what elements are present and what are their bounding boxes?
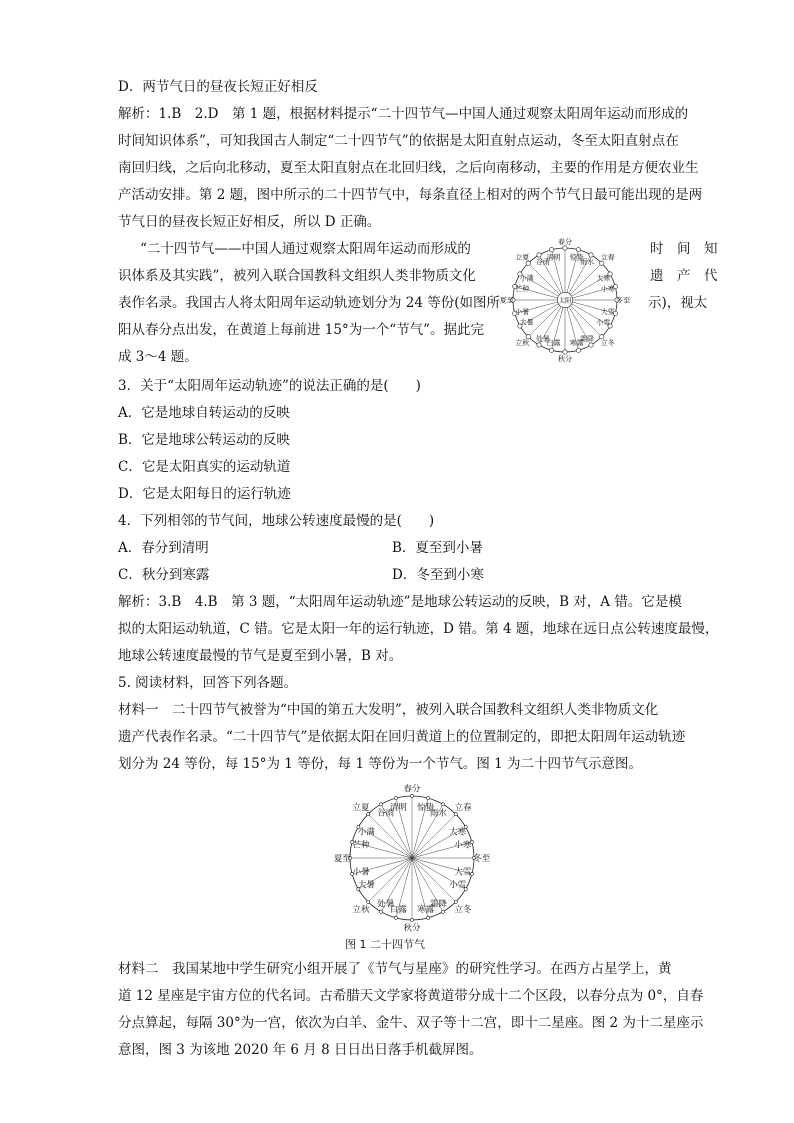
option-d-line: D．两节气日的昼夜长短正好相反 xyxy=(118,79,318,95)
term-point xyxy=(589,343,593,347)
term-point xyxy=(367,900,370,903)
analysis-line: 解析：1.B 2.D 第 1 题，根据材料提示“二十四节气—中国人通过观察太阳周年运动而形成的 xyxy=(118,106,689,122)
term-label: 春分 xyxy=(558,238,572,247)
term-point xyxy=(563,246,567,250)
term-point xyxy=(537,253,541,257)
material-line-right: 遗 产 代 xyxy=(650,268,718,284)
term-label: 立夏 xyxy=(352,802,370,813)
option-a: A．它是地球自转运动的反映 xyxy=(118,405,290,421)
term-point xyxy=(379,910,382,913)
term-point xyxy=(394,797,397,800)
option-d: D．冬至到小寒 xyxy=(392,567,484,583)
term-point xyxy=(379,803,382,806)
term-label: 寒露 xyxy=(417,904,435,915)
analysis-line: 产活动安排。第 2 题，图中所示的二十四节气中，每条直径上相对的两个节气日最可能出现的是两 xyxy=(118,187,703,203)
term-label: 大寒 xyxy=(596,274,611,283)
analysis-line: 南回归线，之后向北移动，夏至太阳直射点在北回归线，之后向南移动，主要的作用是方便农业生 xyxy=(118,160,699,176)
term-label: 春分 xyxy=(403,784,421,795)
term-label: 雨水 xyxy=(429,808,447,819)
question-3: 3．关于“太阳周年运动轨迹”的说法正确的是( ) xyxy=(118,378,421,394)
term-label: 寒露 xyxy=(569,339,584,348)
material-one-line: 遗产代表作名录。“二十四节气”是依据太阳在回归黄道上的位置制定的，即把太阳周年运动轨迹 xyxy=(118,729,686,745)
term-point xyxy=(549,348,553,352)
term-label: 大暑 xyxy=(357,880,375,891)
term-point xyxy=(426,916,429,919)
analysis-line: 节气日的昼夜长短正好相反，所以 D 正确。 xyxy=(118,214,381,230)
figure-caption: 图 1 二十四节气 xyxy=(345,938,425,951)
term-label: 立秋 xyxy=(352,905,370,916)
material-two-line: 分点算起，每隔 30°为一宫，依次为白羊、金牛、双子等十二宫，即十二星座。图 2 为十二星座示 xyxy=(118,1015,704,1031)
option-d: D．它是太阳每日的运行轨迹 xyxy=(118,486,291,502)
analysis-line: 时间知识体系”，可知我国古人制定“二十四节气”的依据是太阳直射点运动，冬至太阳直射点在 xyxy=(118,133,679,149)
option-c: C．它是太阳真实的运动轨道 xyxy=(118,459,291,475)
material-two-line: 意图，图 3 为该地 2020 年 6 月 8 日日出日落手机截屏图。 xyxy=(118,1042,483,1058)
term-label: 白露 xyxy=(546,339,561,348)
term-label: 芒种 xyxy=(352,840,370,851)
term-label: 白露 xyxy=(389,904,407,915)
term-label: 谷雨 xyxy=(535,258,550,267)
term-label: 小满 xyxy=(519,274,534,283)
term-label: 小满 xyxy=(357,827,375,838)
term-label: 处暑 xyxy=(535,334,550,343)
option-b: B．夏至到小暑 xyxy=(392,540,483,556)
solar-terms-figure-small xyxy=(490,236,640,364)
term-label: 冬至 xyxy=(616,296,631,305)
term-label: 谷雨 xyxy=(377,808,395,819)
term-label: 清明 xyxy=(546,253,561,262)
analysis-line: 地球公转速度最慢的节气是夏至到小暑，B 对。 xyxy=(118,648,403,664)
term-point xyxy=(576,248,580,252)
term-point xyxy=(576,348,580,352)
material-line-right: 时 间 知 xyxy=(650,241,718,257)
term-label: 冬至 xyxy=(473,853,491,864)
term-label: 秋分 xyxy=(403,923,421,934)
term-label: 立秋 xyxy=(515,339,530,348)
material-one-line: 材料一 二十四节气被誉为“中国的第五大发明”，被列入联合国教科文组织人类非物质文化 xyxy=(118,702,659,718)
material-two-line: 道 12 星座是宇宙方位的代名词。古希腊天文学家将黄道带分成十二个区段，以春分点为 0°，自春 xyxy=(118,988,704,1004)
solar-terms-figure-large xyxy=(312,782,512,934)
material-line: “二十四节气——中国人通过观察太阳周年运动而形成的 xyxy=(140,241,471,257)
material-line: 阳从春分点出发，在黄道上每前进 15°为一个“节气”。据此完 xyxy=(118,322,485,338)
term-point xyxy=(441,803,444,806)
option-a: A．春分到清明 xyxy=(118,540,209,556)
term-label: 夏至 xyxy=(333,853,351,864)
term-point xyxy=(367,813,370,816)
term-label: 霜降 xyxy=(429,899,447,910)
material-line: 识体系及其实践”，被列入联合国教科文组织人类非物质文化 xyxy=(118,268,476,284)
option-b: B．它是地球公转运动的反映 xyxy=(118,432,290,448)
term-point xyxy=(563,350,567,354)
material-line: 成 3～4 题。 xyxy=(118,349,198,365)
term-label: 大寒 xyxy=(449,827,467,838)
term-label: 立冬 xyxy=(600,339,615,348)
term-label: 立夏 xyxy=(515,253,530,262)
option-c: C．秋分到寒露 xyxy=(118,567,210,583)
term-point xyxy=(426,797,429,800)
analysis-line: 拟的太阳运动轨道，C 错。它是太阳一年的运行轨迹，D 错。第 4 题，地球在远日点公转速度最慢， xyxy=(118,621,719,637)
term-label: 清明 xyxy=(389,803,407,814)
term-label: 小暑 xyxy=(515,307,530,316)
material-line: 表作名录。我国古人将太阳周年运动轨迹划分为 24 等份(如图所 xyxy=(118,295,501,311)
term-label: 大雪 xyxy=(454,867,472,878)
term-label: 秋分 xyxy=(558,354,572,363)
term-point xyxy=(537,343,541,347)
term-label: 处暑 xyxy=(377,899,395,910)
term-label: 雨水 xyxy=(580,258,595,267)
term-point xyxy=(394,916,397,919)
term-label: 大暑 xyxy=(519,318,534,327)
term-label: 小暑 xyxy=(352,867,370,878)
term-label: 大雪 xyxy=(600,307,615,316)
term-label: 立冬 xyxy=(454,905,472,916)
analysis-line: 解析：3.B 4.B 第 3 题，“太阳周年运动轨迹”是地球公转运动的反映，B 对，A 错。它是模 xyxy=(118,594,682,610)
term-point xyxy=(549,248,553,252)
term-point xyxy=(410,918,413,921)
term-label: 小雪 xyxy=(596,318,611,327)
term-label: 小雪 xyxy=(449,880,467,891)
question-4: 4．下列相邻的节气间，地球公转速度最慢的是( ) xyxy=(118,513,435,529)
term-label: 小寒 xyxy=(454,840,472,851)
term-label: 夏至 xyxy=(499,296,514,305)
material-one-line: 划分为 24 等份，每 15°为 1 等份，每 1 等份为一个节气。图 1 为二十四节气示意图。 xyxy=(118,756,642,772)
term-point xyxy=(454,900,457,903)
term-point xyxy=(410,794,413,797)
question-5: 5. 阅读材料，回答下列各题。 xyxy=(118,675,298,691)
term-label: 惊蛰 xyxy=(417,803,435,814)
term-label: 惊蛰 xyxy=(569,253,584,262)
term-label: 芒种 xyxy=(515,284,530,293)
material-line-right: 示)，视太 xyxy=(648,295,708,311)
term-point xyxy=(454,813,457,816)
term-label: 立春 xyxy=(600,253,615,262)
term-label: 小寒 xyxy=(600,284,615,293)
term-point xyxy=(589,253,593,257)
term-label: 霜降 xyxy=(580,334,595,343)
term-point xyxy=(441,910,444,913)
sun-label: 太阳 xyxy=(558,297,572,305)
material-two-line: 材料二 我国某地中学生研究小组开展了《节气与星座》的研究性学习。在西方占星学上，黄 xyxy=(118,961,672,977)
term-label: 立春 xyxy=(454,802,472,813)
